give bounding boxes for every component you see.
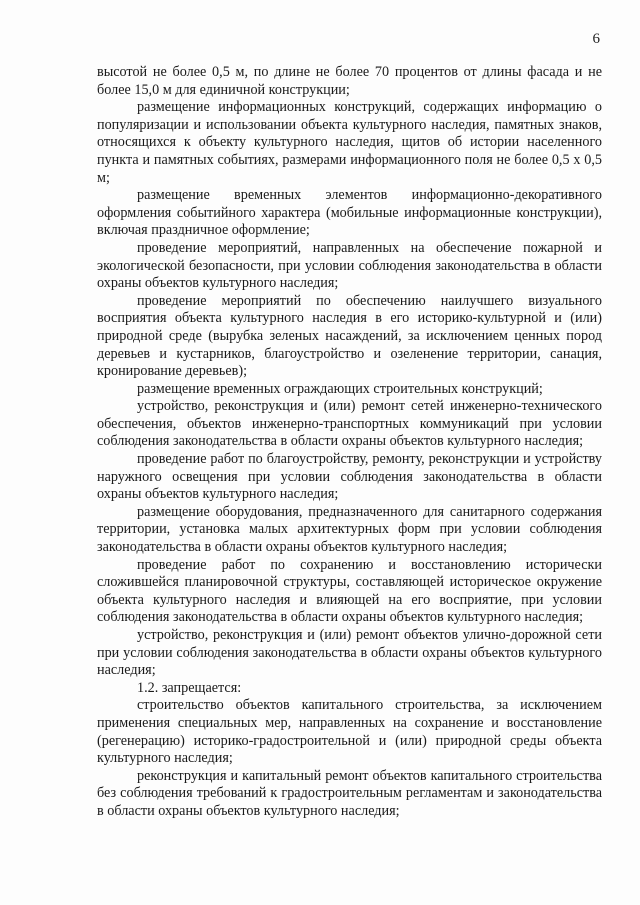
- paragraph-reconstruction: реконструкция и капитальный ремонт объектов капитального строительства без соблюдения требований к градостроительным регламентам и законодательства в области охраны объектов культурного наследия;: [97, 767, 602, 819]
- paragraph-fire-safety: проведение мероприятий, направленных на обеспечение пожарной и экологической безопасности, при условии соблюдения законодательства в области охраны объектов культурного наследия;: [97, 239, 602, 292]
- paragraph-capital-construction: строительство объектов капитального строительства, за исключением применения специальных мер, направленных на сохранение и восстановление (регенерацию) историко-градостроительной и (или) природной среды объекта культурного наследия;: [97, 697, 602, 767]
- section-heading-prohibited: 1.2. запрещается:: [137, 679, 242, 696]
- paragraph-info-constructions: размещение информационных конструкций, содержащих информацию о популяризации и использовании объекта культурного наследия, памятных знаков, относящихся к объекту культурного наследия, щитов об истории населенного пункта и памятных событиях, размерами информационного поля не более 0,5 х 0,5 м;: [97, 99, 602, 186]
- paragraph-sanitary-equipment: размещение оборудования, предназначенного для санитарного содержания территории, установка малых архитектурных форм при условии соблюдения законодательства в области охраны объектов культурного наследия;: [97, 503, 602, 556]
- document-body: [97, 64, 602, 821]
- paragraph-planning-structure: проведение работ по сохранению и восстановлению исторически сложившейся планировочной структуры, составляющей историческое окружение объекта культурного наследия и влияющей на его восприятие, при условии соблюдения законодательства в области охраны объектов культурного наследия;: [97, 556, 602, 626]
- paragraph-visual-perception: проведение мероприятий по обеспечению наилучшего визуального восприятия объекта культурного наследия в его историко-культурной и (или) природной среде (вырубка зеленых насаждений, за исключением ценных пород деревьев и кустарников, благоустройство и озеленение территории, санация, кронирование деревьев);: [97, 292, 602, 380]
- page-number: 6: [592, 31, 600, 47]
- paragraph-engineering-networks: устройство, реконструкция и (или) ремонт сетей инженерно-технического обеспечения, объектов инженерно-транспортных коммуникаций при условии соблюдения законодательства в области охраны объектов культурного наследия;: [97, 398, 602, 450]
- paragraph-temporary-fences: размещение временных ограждающих строительных конструкций;: [137, 380, 543, 397]
- paragraph-road-network: устройство, реконструкция и (или) ремонт объектов улично-дорожной сети при условии соблюдения законодательства в области охраны объектов культурного наследия;: [97, 627, 602, 679]
- paragraph-continuation: высотой не более 0,5 м, по длине не более 70 процентов от длины фасада и не более 15,0 м для единичной конструкции;: [97, 64, 602, 98]
- paragraph-temporary-decor: размещение временных элементов информационно-декоративного оформления событийного характера (мобильные информационные конструкции), включая праздничное оформление;: [97, 187, 602, 239]
- paragraph-landscaping: проведение работ по благоустройству, ремонту, реконструкции и устройству наружного освещения при условии соблюдения законодательства в области охраны объектов культурного наследия;: [97, 451, 602, 503]
